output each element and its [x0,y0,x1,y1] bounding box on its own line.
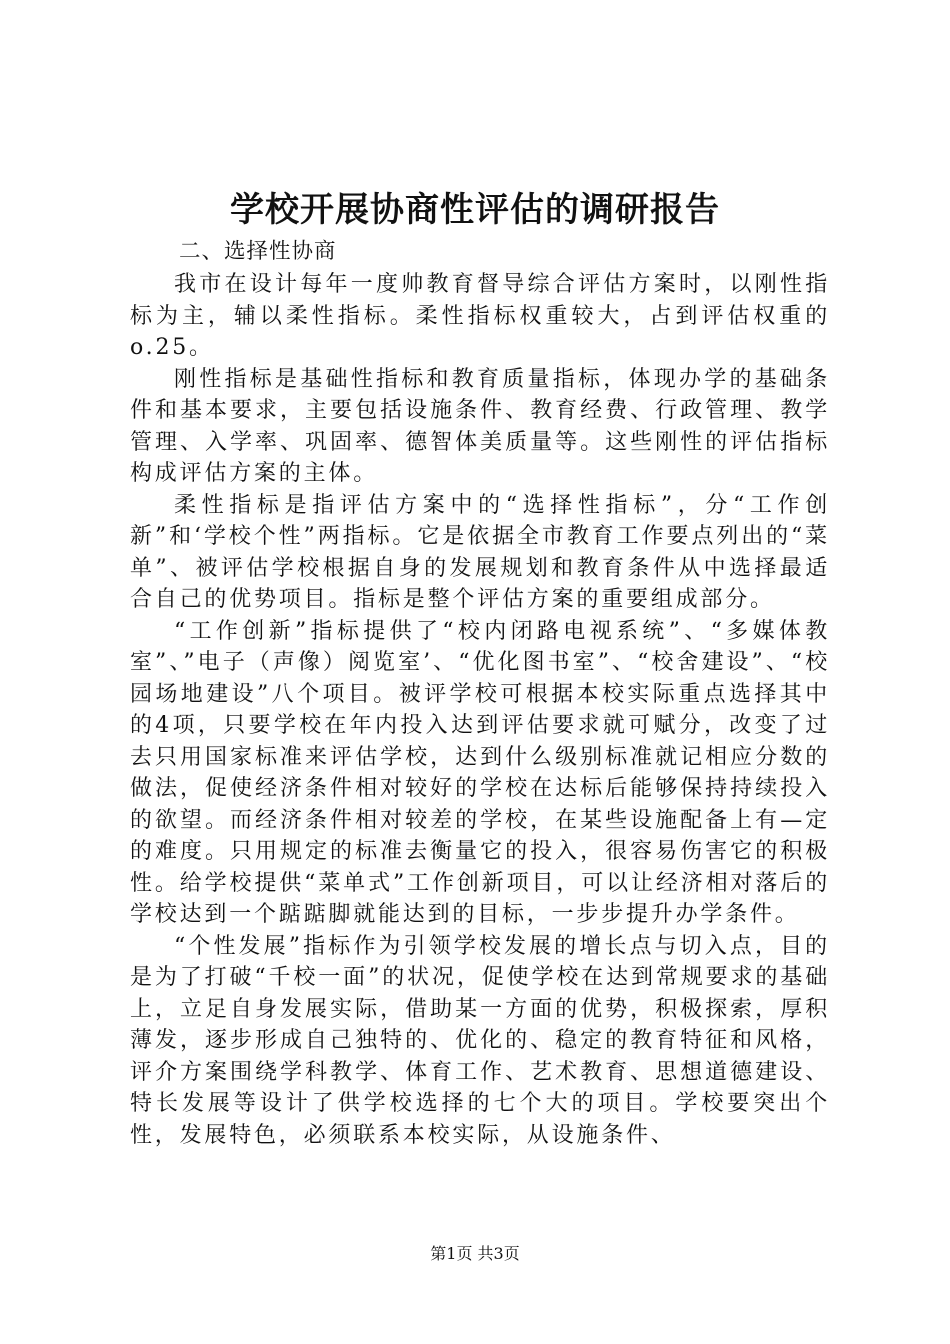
document-body [130,269,830,1151]
section-heading: 二、选择性协商 [179,239,337,264]
paragraph: 刚性指标是基础性指标和教育质量指标，体现办学的基础条件和基本要求，主要包括设施条件、教育经费、行政管理、教学管理、入学率、巩固率、德智体美质量等。这些刚性的评估指标构成评估方案的主体。 [130,366,830,486]
document-title: 学校开展协商性评估的调研报告 [230,190,720,230]
paragraph: 我市在设计每年一度帅教育督导综合评估方案时，以刚性指标为主，辅以柔性指标。柔性指标权重较大，占到评估权重的o.25。 [130,272,830,360]
paragraph: “工作创新”指标提供了“校内闭路电视系统”、“多媒体教室”、”电子（声像）阅览室’、“优化图书室”、“校舍建设”、“校园场地建设”八个项目。被评学校可根据本校实际重点选择其中的4项，只要学校在年内投入达到评估要求就可赋分，改变了过去只用国家标准来评估学校，达到什么级别标准就记相应分数的做法，促使经济条件相对较好的学校在达标后能够保持持续投入的欲望。而经济条件相对较差的学校，在某些设施配备上有—定的难度。只用规定的标准去衡量它的投入，很容易伤害它的积极性。给学校提供“菜单式”工作创新项目，可以让经济相对落后的学校达到一个踮踮脚就能达到的目标，一步步提升办学条件。 [130,618,830,927]
paragraph: 柔性指标是指评估方案中的“选择性指标”，分“工作创新”和‘学校个性”两指标。它是依据全市教育工作要点列出的“菜单”、被评估学校根据自身的发展规划和教育条件从中选择最适合自己的优势项目。指标是整个评估方案的重要组成部分。 [130,492,830,612]
paragraph: “个性发展”指标作为引领学校发展的增长点与切入点，目的是为了打破“千校一面”的状况，促使学校在达到常规要求的基础上，立足自身发展实际，借助某一方面的优势，积极探索，厚积薄发，逐步形成自己独特的、优化的、稳定的教育特征和风格，评介方案围绕学科教学、体育工作、艺术教育、思想道德建设、特长发展等设计了供学校选择的七个大的项目。学校要突出个性，发展特色，必须联系本校实际，从设施条件、 [130,933,830,1148]
page-number-footer: 第1页 共3页 [430,1244,520,1263]
